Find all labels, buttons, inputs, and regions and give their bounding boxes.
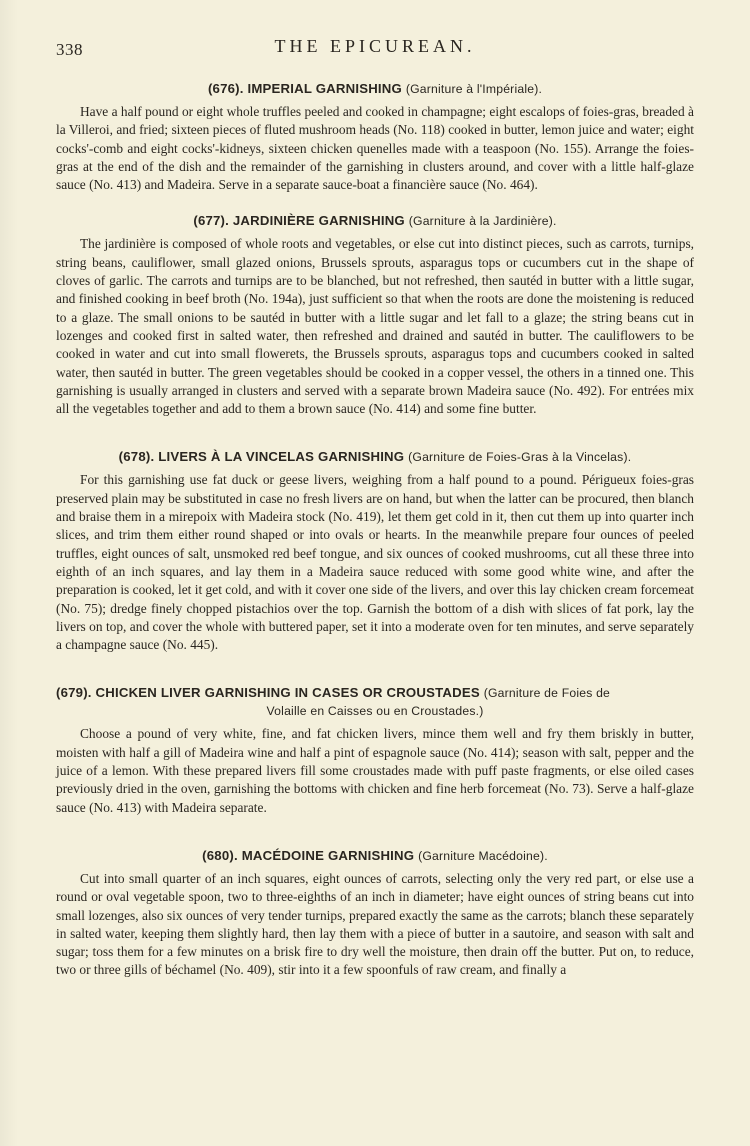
recipe-body: Cut into small quarter of an inch squares, eight ounces of carrots, selecting only the very red part, or else use a round or oval vegetable spoon, two to three-eighths of an inch in diameter; have eight ounces of string beans cut into small lozenges, also six ounces of very tender turnips, prepared exactly the same as the carrots; blanch these separately in salted water, keeping them slightly hard, then lay them with a piece of butter in a sautoire, and season with salt and sugar; toss them for a few minutes on a brisk fire to dry well the moisture, then drain off the butter. Put on, to reduce, two or three gills of béchamel (No. 409), stir into it a few spoonfuls of raw cream, and finally a [56, 870, 694, 978]
recipe-title [56, 448, 694, 466]
recipe-french-name-continued: Volaille en Caisses ou en Croustades.) [266, 704, 484, 719]
recipe-french-name: (Garniture Macédoine). [418, 848, 548, 863]
running-head [56, 34, 694, 68]
recipe-679 [56, 684, 694, 816]
recipe-name: LIVERS À LA VINCELAS GARNISHING [158, 449, 405, 465]
recipe-number: (678). [118, 449, 155, 465]
recipe-title [56, 212, 694, 230]
recipe-number: (680). [202, 847, 238, 863]
recipe-name: IMPERIAL GARNISHING [247, 81, 402, 96]
recipe-name: CHICKEN LIVER GARNISHING IN CASES OR CROUSTADES [95, 685, 480, 701]
recipe-french-name: (Garniture de Foies-Gras à la Vincelas). [408, 450, 632, 465]
recipe-body: For this garnishing use fat duck or geese livers, weighing from a half pound to a pound. Périgueux foies-gras preserved plain may be substituted in case no fresh livers are on hand, but when the latter can be procured, then blanch and braise them in a mirepoix with Madeira stock (No. 419), let them get cold in it, then cut them up into quarter inch slices, and trim them either round shaped or into ovals or hearts. In the meanwhile prepare four ounces of peeled truffles, eight ounces of salt, unsmoked red beef tongue, and six ounces of cooked mushrooms, cut all these three into eighth of an inch squares, and lay them in a Madeira sauce reduced with some good white wine, and after the preparation is cooked, let it get cold, and with it cover one side of the livers, and over this lay chicken cream forcemeat (No. 75); dredge finely chopped pistachios over the top. Garnish the bottom of a dish with slices of fat pork, lay the livers on top, and cover the whole with buttered paper, set it into a moderate oven for ten minutes, and serve separately a champagne sauce (No. 445). [56, 472, 694, 653]
recipe-number: (679). [56, 685, 92, 701]
running-title: THE EPICUREAN. [274, 36, 476, 56]
recipe-680 [56, 847, 694, 980]
recipe-number: (676). [207, 81, 244, 96]
recipe-678 [56, 448, 694, 654]
recipe-676 [56, 80, 694, 194]
recipe-name: MACÉDOINE GARNISHING [241, 847, 415, 863]
recipe-french-name: (Garniture à la Jardinière). [408, 214, 557, 229]
recipe-name: JARDINIÈRE GARNISHING [232, 213, 405, 229]
recipe-french-name: (Garniture à l'Impériale). [405, 82, 543, 96]
recipe-677 [56, 212, 694, 418]
recipe-french-name: (Garniture de Foies de [483, 686, 611, 701]
recipe-title [56, 847, 694, 865]
recipe-number: (677). [193, 213, 230, 229]
page-number: 338 [56, 40, 83, 59]
recipe-body: Have a half pound or eight whole truffles peeled and cooked in champagne; eight escalops of foies-gras, breaded à la Villeroi, and fried; sixteen pieces of fluted mushroom heads (No. 118) cooked in butter, lemon juice and water; eight cocks'-comb and eight cocks'-kidneys, sixteen chicken quenelles made with a teaspoon (No. 155). Arrange the foies-gras at the end of the dish and the remainder of the garnishing in clusters around, and cover with a little half-glaze sauce (No. 413) and Madeira. Serve in a separate sauce-boat a financière sauce (No. 464). [56, 104, 694, 193]
recipe-body: The jardinière is composed of whole roots and vegetables, or else cut into distinct pieces, such as carrots, turnips, string beans, cauliflower, small glazed onions, Brussels sprouts, asparagus tops or cucumbers cut in the shape of cloves of garlic. The carrots and turnips are to be blanched, but not refreshed, then sautéd in butter with a little sugar, and finished cooking in beef broth (No. 194a), just sufficient so that when the roots are done the moistening is reduced to a glaze. The small onions to be sautéd in butter with a little sugar and let fall to a glaze; the string beans cut in lozenges and cooked first in salted water, then refreshed and drained and sautéd in butter. The cauliflowers to be cooked in water and cut into small flowerets, the Brussels sprouts, asparagus tops and cucumbers cooked in salted water, then sautéd in butter. The green vegetables should be cooked in a copper vessel, the others in a tinned one. This garnishing is usually arranged in clusters and served with a separate brown Madeira sauce (No. 492). For entrées mix all the vegetables together and add to them a brown sauce (No. 414) and some fine butter. [56, 236, 694, 417]
recipe-body: Choose a pound of very white, fine, and fat chicken livers, mince them well and fry them briskly in butter, moisten with half a gill of Madeira wine and half a pint of espagnole sauce (No. 414); season with salt, pepper and the juice of a lemon. With these prepared livers fill some croustades made with puff paste fragments, or else oiled cases previously dried in the oven, garnishing the bottoms with chicken and fine herb forcemeat (No. 73). Serve a half-glaze sauce (No. 413) with Madeira separate. [56, 726, 694, 815]
recipe-title [56, 80, 694, 98]
recipe-title [56, 684, 694, 720]
